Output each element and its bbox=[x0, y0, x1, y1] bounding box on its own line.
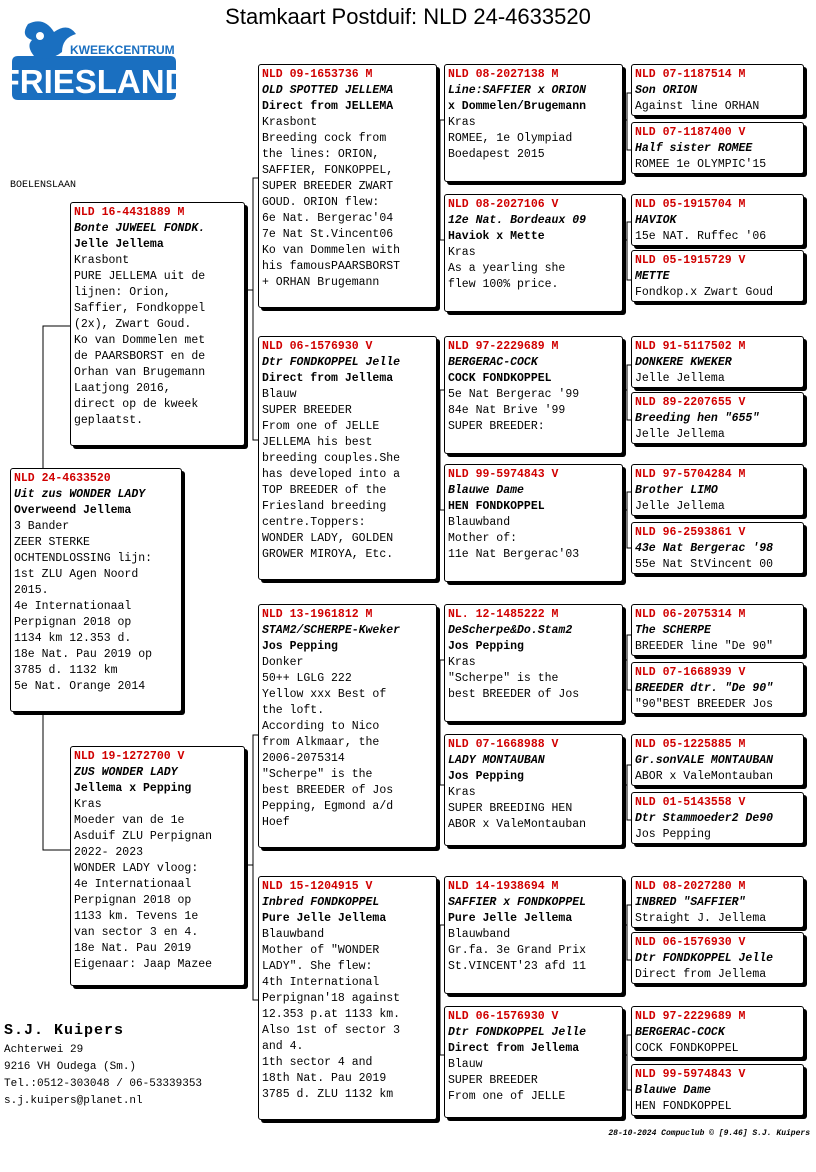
ring-number: NLD 07-1668939 V bbox=[635, 666, 746, 679]
pigeon-card bbox=[258, 336, 437, 580]
pigeon-note: GOUD. ORION flew: bbox=[262, 196, 380, 209]
pigeon-note: Pure Jelle Jellema bbox=[448, 912, 573, 925]
pigeon-card bbox=[70, 202, 245, 446]
pigeon-card bbox=[631, 792, 804, 844]
pigeon-card bbox=[631, 392, 804, 444]
owner-city: 9216 VH Oudega (Sm.) bbox=[4, 1061, 137, 1073]
pigeon-note: 18th Nat. Pau 2019 bbox=[262, 1072, 387, 1085]
pigeon-note: 4th International bbox=[262, 976, 380, 989]
pigeon-note: best BREEDER of Jos bbox=[262, 784, 394, 797]
ring-number: NLD 07-1187400 V bbox=[635, 126, 746, 139]
pigeon-note: flew 100% price. bbox=[448, 278, 559, 291]
pigeon-name: INBRED "SAFFIER" bbox=[635, 896, 746, 909]
pigeon-note: 18e Nat. Pau 2019 bbox=[74, 942, 192, 955]
pigeon-name: Dtr Stammoeder2 De90 bbox=[635, 812, 774, 825]
pigeon-note: Mother of: bbox=[448, 532, 518, 545]
ring-number: NLD 07-1668988 V bbox=[448, 738, 559, 751]
pigeon-card bbox=[631, 876, 804, 928]
pigeon-note: geplaatst. bbox=[74, 414, 144, 427]
owner-phone: Tel.:0512-303048 / 06-53339353 bbox=[4, 1078, 203, 1090]
pigeon-note: 3785 d. ZLU 1132 km bbox=[262, 1088, 394, 1101]
pigeon-card bbox=[631, 604, 804, 656]
pigeon-note: breeding couples.She bbox=[262, 452, 401, 465]
pigeon-name: Bonte JUWEEL FONDK. bbox=[74, 222, 206, 235]
pigeon-card bbox=[631, 64, 804, 116]
pigeon-name: OLD SPOTTED JELLEMA bbox=[262, 84, 394, 97]
pigeon-note: St.VINCENT'23 afd 11 bbox=[448, 960, 587, 973]
pigeon-note: ABOR x ValeMontauban bbox=[635, 770, 774, 783]
pigeon-note: 11e Nat Bergerac'03 bbox=[448, 548, 580, 561]
pigeon-note: PURE JELLEMA uit de bbox=[74, 270, 206, 283]
pigeon-name: ZUS WONDER LADY bbox=[74, 766, 178, 779]
pigeon-note: Eigenaar: Jaap Mazee bbox=[74, 958, 213, 971]
pigeon-note: 12.353 p.at 1133 km. bbox=[262, 1008, 401, 1021]
pigeon-card bbox=[631, 194, 804, 246]
pigeon-card bbox=[70, 746, 245, 986]
pigeon-note: Krasbont bbox=[74, 254, 130, 267]
svg-text:FRIESLAND: FRIESLAND bbox=[0, 63, 189, 100]
pigeon-note: Direct from Jellema bbox=[448, 1042, 580, 1055]
pigeon-note: 2015. bbox=[14, 584, 49, 597]
pigeon-name: Son ORION bbox=[635, 84, 698, 97]
pigeon-note: Jelle Jellema bbox=[635, 428, 725, 441]
pigeon-note: HEN FONDKOPPEL bbox=[448, 500, 545, 513]
pigeon-note: From one of JELLE bbox=[262, 420, 380, 433]
pigeon-card bbox=[631, 1006, 804, 1058]
pigeon-note: Straight J. Jellema bbox=[635, 912, 767, 925]
ring-number: NLD 08-2027280 M bbox=[635, 880, 746, 893]
pigeon-note: and 4. bbox=[262, 1040, 304, 1053]
pigeon-name: Dtr FONDKOPPEL Jelle bbox=[635, 952, 774, 965]
pigeon-note: 3785 d. 1132 km bbox=[14, 664, 118, 677]
pigeon-name: Dtr FONDKOPPEL Jelle bbox=[262, 356, 401, 369]
ring-number: NLD 19-1272700 V bbox=[74, 750, 185, 763]
pigeon-note: COCK FONDKOPPEL bbox=[635, 1042, 739, 1055]
pigeon-card bbox=[10, 468, 182, 712]
pigeon-name: Brother LIMO bbox=[635, 484, 718, 497]
ring-number: NLD 09-1653736 M bbox=[262, 68, 373, 81]
pigeon-note: Jelle Jellema bbox=[635, 500, 725, 513]
pigeon-note: Perpignan 2018 op bbox=[14, 616, 132, 629]
pigeon-note: Ko van Dommelen with bbox=[262, 244, 401, 257]
pigeon-note: BREEDER line "De 90" bbox=[635, 640, 774, 653]
pigeon-name: HAVIOK bbox=[635, 214, 677, 227]
pigeon-note: from Alkmaar, the bbox=[262, 736, 380, 749]
pigeon-note: SUPER BREEDING HEN bbox=[448, 802, 573, 815]
pigeon-note: ROMEE, 1e Olympiad bbox=[448, 132, 573, 145]
pigeon-name: DONKERE KWEKER bbox=[635, 356, 732, 369]
pigeon-note: GROWER MIROYA, Etc. bbox=[262, 548, 394, 561]
pigeon-note: Kras bbox=[448, 786, 476, 799]
pigeon-name: STAM2/SCHERPE-Kweker bbox=[262, 624, 401, 637]
pigeon-note: 4e Internationaal bbox=[74, 878, 192, 891]
pigeon-card bbox=[258, 64, 437, 308]
pigeon-note: "Scherpe" is the bbox=[448, 672, 559, 685]
pigeon-note: ZEER STERKE bbox=[14, 536, 90, 549]
ring-number: NLD 07-1187514 M bbox=[635, 68, 746, 81]
pigeon-note: Direct from JELLEMA bbox=[262, 100, 394, 113]
pigeon-card bbox=[444, 64, 623, 182]
ring-number: NLD 91-5117502 M bbox=[635, 340, 746, 353]
pigeon-note: Blauw bbox=[262, 388, 297, 401]
pigeon-note: 55e Nat StVincent 00 bbox=[635, 558, 774, 571]
pigeon-name: Uit zus WONDER LADY bbox=[14, 488, 146, 501]
pigeon-note: According to Nico bbox=[262, 720, 380, 733]
pigeon-note: best BREEDER of Jos bbox=[448, 688, 580, 701]
pigeon-note: 7e Nat St.Vincent06 bbox=[262, 228, 394, 241]
ring-number: NLD 01-5143558 V bbox=[635, 796, 746, 809]
pigeon-note: Jelle Jellema bbox=[74, 238, 164, 251]
pigeon-note: 50++ LGLG 222 bbox=[262, 672, 352, 685]
svg-text:KWEEKCENTRUM: KWEEKCENTRUM bbox=[70, 43, 175, 57]
ring-number: NLD 97-2229689 M bbox=[635, 1010, 746, 1023]
owner-address: Achterwei 29 bbox=[4, 1044, 84, 1056]
pigeon-note: Breeding cock from bbox=[262, 132, 387, 145]
footer-credit: 28-10-2024 Compuclub © [9.46] S.J. Kuipers bbox=[608, 1129, 810, 1138]
ring-number: NLD 16-4431889 M bbox=[74, 206, 185, 219]
pigeon-name: 43e Nat Bergerac '98 bbox=[635, 542, 774, 555]
pigeon-note: SUPER BREEDER bbox=[448, 1074, 538, 1087]
pigeon-name: BREEDER dtr. "De 90" bbox=[635, 682, 774, 695]
pigeon-note: Direct from Jellema bbox=[635, 968, 767, 981]
pigeon-name: Gr.sonVALE MONTAUBAN bbox=[635, 754, 774, 767]
pigeon-note: SUPER BREEDER ZWART bbox=[262, 180, 394, 193]
ring-number: NLD 06-1576930 V bbox=[635, 936, 746, 949]
pigeon-note: 18e Nat. Pau 2019 op bbox=[14, 648, 153, 661]
pigeon-name: Half sister ROMEE bbox=[635, 142, 753, 155]
pigeon-card bbox=[444, 734, 623, 846]
pigeon-note: Kras bbox=[448, 246, 476, 259]
pigeon-card bbox=[631, 464, 804, 516]
pigeon-note: lijnen: Orion, bbox=[74, 286, 171, 299]
location-label: BOELENSLAAN bbox=[10, 180, 77, 191]
pigeon-note: ABOR x ValeMontauban bbox=[448, 818, 587, 831]
pigeon-note: Blauwband bbox=[448, 928, 511, 941]
ring-number: NLD 05-1915704 M bbox=[635, 198, 746, 211]
ring-number: NLD 13-1961812 M bbox=[262, 608, 373, 621]
pigeon-note: centre.Toppers: bbox=[262, 516, 366, 529]
pigeon-note: de PAARSBORST en de bbox=[74, 350, 206, 363]
pigeon-card bbox=[631, 734, 804, 786]
pigeon-note: Gr.fa. 3e Grand Prix bbox=[448, 944, 587, 957]
ring-number: NLD 05-1225885 M bbox=[635, 738, 746, 751]
ring-number: NLD 05-1915729 V bbox=[635, 254, 746, 267]
pigeon-note: LADY". She flew: bbox=[262, 960, 373, 973]
pigeon-note: Haviok x Mette bbox=[448, 230, 545, 243]
page-title: Stamkaart Postduif: NLD 24-4633520 bbox=[225, 4, 591, 29]
pigeon-card bbox=[444, 336, 623, 454]
pigeon-note: Against line ORHAN bbox=[635, 100, 760, 113]
pigeon-note: 84e Nat Brive '99 bbox=[448, 404, 566, 417]
owner-email: s.j.kuipers@planet.nl bbox=[4, 1095, 143, 1107]
pigeon-note: 2006-2075314 bbox=[262, 752, 345, 765]
pigeon-name: BERGERAC-COCK bbox=[635, 1026, 725, 1039]
pigeon-note: 1133 km. Tevens 1e bbox=[74, 910, 199, 923]
pigeon-card bbox=[444, 604, 623, 722]
pigeon-note: Jos Pepping bbox=[635, 828, 711, 841]
pigeon-note: 5e Nat Bergerac '99 bbox=[448, 388, 580, 401]
pigeon-note: SUPER BREEDER bbox=[262, 404, 352, 417]
pigeon-note: "Scherpe" is the bbox=[262, 768, 373, 781]
ring-number: NLD 99-5974843 V bbox=[635, 1068, 746, 1081]
ring-number: NLD 06-1576930 V bbox=[262, 340, 373, 353]
pigeon-name: DeScherpe&Do.Stam2 bbox=[448, 624, 573, 637]
pigeon-note: Kras bbox=[74, 798, 102, 811]
owner-contact bbox=[4, 1020, 202, 1110]
ring-number: NLD 06-2075314 M bbox=[635, 608, 746, 621]
pigeon-note: Orhan van Brugemann bbox=[74, 366, 206, 379]
pigeon-note: Pepping, Egmond a/d bbox=[262, 800, 394, 813]
pigeon-name: Blauwe Dame bbox=[635, 1084, 711, 1097]
ring-number: NLD 97-5704284 M bbox=[635, 468, 746, 481]
pigeon-note: OCHTENDLOSSING lijn: bbox=[14, 552, 153, 565]
pigeon-note: Jelle Jellema bbox=[635, 372, 725, 385]
ring-number: NLD 99-5974843 V bbox=[448, 468, 559, 481]
pigeon-note: As a yearling she bbox=[448, 262, 566, 275]
pigeon-note: ROMEE 1e OLYMPIC'15 bbox=[635, 158, 767, 171]
pigeon-card bbox=[631, 522, 804, 574]
pigeon-name: Inbred FONDKOPPEL bbox=[262, 896, 380, 909]
pigeon-note: Krasbont bbox=[262, 116, 318, 129]
pigeon-note: Jos Pepping bbox=[448, 640, 524, 653]
pigeon-card bbox=[631, 1064, 804, 1116]
pigeon-note: Blauwband bbox=[448, 516, 511, 529]
pigeon-note: Mother of "WONDER bbox=[262, 944, 380, 957]
pigeon-note: WONDER LADY vloog: bbox=[74, 862, 199, 875]
ring-number: NLD 08-2027138 M bbox=[448, 68, 559, 81]
pigeon-card bbox=[444, 876, 623, 994]
pigeon-note: 1st ZLU Agen Noord bbox=[14, 568, 139, 581]
ring-number: NLD 97-2229689 M bbox=[448, 340, 559, 353]
pigeon-note: van sector 3 en 4. bbox=[74, 926, 199, 939]
pigeon-note: 5e Nat. Orange 2014 bbox=[14, 680, 146, 693]
pigeon-note: his famousPAARSBORST bbox=[262, 260, 401, 273]
pigeon-note: 6e Nat. Bergerac'04 bbox=[262, 212, 394, 225]
pigeon-note: Jellema x Pepping bbox=[74, 782, 192, 795]
pigeon-note: SAFFIER, FONKOPPEL, bbox=[262, 164, 394, 177]
pigeon-name: BERGERAC-COCK bbox=[448, 356, 538, 369]
pigeon-note: Perpignan 2018 op bbox=[74, 894, 192, 907]
pigeon-note: Kras bbox=[448, 116, 476, 129]
pigeon-note: Kras bbox=[448, 656, 476, 669]
pigeon-note: Saffier, Fondkoppel bbox=[74, 302, 206, 315]
pigeon-note: Jos Pepping bbox=[262, 640, 338, 653]
pigeon-note: COCK FONDKOPPEL bbox=[448, 372, 552, 385]
pigeon-name: Breeding hen "655" bbox=[635, 412, 760, 425]
pigeon-note: Pure Jelle Jellema bbox=[262, 912, 387, 925]
pigeon-note: Direct from Jellema bbox=[262, 372, 394, 385]
pigeon-card bbox=[444, 464, 623, 582]
pigeon-name: SAFFIER x FONDKOPPEL bbox=[448, 896, 587, 909]
pigeon-note: Ko van Dommelen met bbox=[74, 334, 206, 347]
pigeon-card bbox=[258, 876, 437, 1120]
pigeon-note: Friesland breeding bbox=[262, 500, 387, 513]
pigeon-card bbox=[631, 662, 804, 714]
ring-number: NLD 24-4633520 bbox=[14, 472, 111, 485]
pigeon-name: 12e Nat. Bordeaux 09 bbox=[448, 214, 587, 227]
pigeon-note: Fondkop.x Zwart Goud bbox=[635, 286, 774, 299]
pigeon-note: Laatjong 2016, bbox=[74, 382, 171, 395]
pigeon-name: LADY MONTAUBAN bbox=[448, 754, 545, 767]
ring-number: NLD 96-2593861 V bbox=[635, 526, 746, 539]
pigeon-card bbox=[631, 250, 804, 302]
pigeon-note: x Dommelen/Brugemann bbox=[448, 100, 587, 113]
pigeon-card bbox=[444, 1006, 623, 1118]
pigeon-note: Perpignan'18 against bbox=[262, 992, 401, 1005]
pigeon-note: Blauw bbox=[448, 1058, 483, 1071]
pigeon-note: SUPER BREEDER: bbox=[448, 420, 545, 433]
pigeon-note: 3 Bander bbox=[14, 520, 70, 533]
ring-number: NLD 15-1204915 V bbox=[262, 880, 373, 893]
pigeon-note: 1th sector 4 and bbox=[262, 1056, 373, 1069]
pigeon-note: Donker bbox=[262, 656, 304, 669]
ring-number: NLD 14-1938694 M bbox=[448, 880, 559, 893]
owner-name: S.J. Kuipers bbox=[4, 1022, 125, 1039]
pigeon-note: WONDER LADY, GOLDEN bbox=[262, 532, 394, 545]
ring-number: NLD 08-2027106 V bbox=[448, 198, 559, 211]
ring-number: NLD 06-1576930 V bbox=[448, 1010, 559, 1023]
pigeon-note: 2022- 2023 bbox=[74, 846, 144, 859]
ring-number: NL. 12-1485222 M bbox=[448, 608, 559, 621]
pigeon-note: Moeder van de 1e bbox=[74, 814, 185, 827]
pigeon-note: JELLEMA his best bbox=[262, 436, 373, 449]
pigeon-note: From one of JELLE bbox=[448, 1090, 566, 1103]
pigeon-note: direct op de kweek bbox=[74, 398, 199, 411]
pigeon-card bbox=[631, 336, 804, 388]
pigeon-note: (2x), Zwart Goud. bbox=[74, 318, 192, 331]
pigeon-note: Asduif ZLU Perpignan bbox=[74, 830, 213, 843]
pigeon-card bbox=[258, 604, 437, 848]
ring-number: NLD 89-2207655 V bbox=[635, 396, 746, 409]
pigeon-note: "90"BEST BREEDER Jos bbox=[635, 698, 774, 711]
pigeon-note: Yellow xxx Best of bbox=[262, 688, 387, 701]
pigeon-note: the loft. bbox=[262, 704, 325, 717]
pigeon-note: Overweend Jellema bbox=[14, 504, 132, 517]
pigeon-note: 1134 km 12.353 d. bbox=[14, 632, 132, 645]
pigeon-name: METTE bbox=[635, 270, 670, 283]
pigeon-note: TOP BREEDER of the bbox=[262, 484, 387, 497]
pigeon-note: has developed into a bbox=[262, 468, 401, 481]
pigeon-note: Boedapest 2015 bbox=[448, 148, 545, 161]
pigeon-note: Blauwband bbox=[262, 928, 325, 941]
pigeon-name: Dtr FONDKOPPEL Jelle bbox=[448, 1026, 587, 1039]
pigeon-note: 4e Internationaal bbox=[14, 600, 132, 613]
pigeon-note: Hoef bbox=[262, 816, 290, 829]
pigeon-note: HEN FONDKOPPEL bbox=[635, 1100, 732, 1113]
pigeon-note: Also 1st of sector 3 bbox=[262, 1024, 401, 1037]
pigeon-card bbox=[631, 122, 804, 174]
pigeon-name: The SCHERPE bbox=[635, 624, 711, 637]
pigeon-note: the lines: ORION, bbox=[262, 148, 380, 161]
pigeon-card bbox=[444, 194, 623, 312]
pigeon-note: 15e NAT. Ruffec '06 bbox=[635, 230, 767, 243]
pigeon-name: Line:SAFFIER x ORION bbox=[448, 84, 587, 97]
pigeon-note: + ORHAN Brugemann bbox=[262, 276, 380, 289]
pigeon-note: Jos Pepping bbox=[448, 770, 524, 783]
pigeon-name: Blauwe Dame bbox=[448, 484, 524, 497]
pigeon-card bbox=[631, 932, 804, 984]
